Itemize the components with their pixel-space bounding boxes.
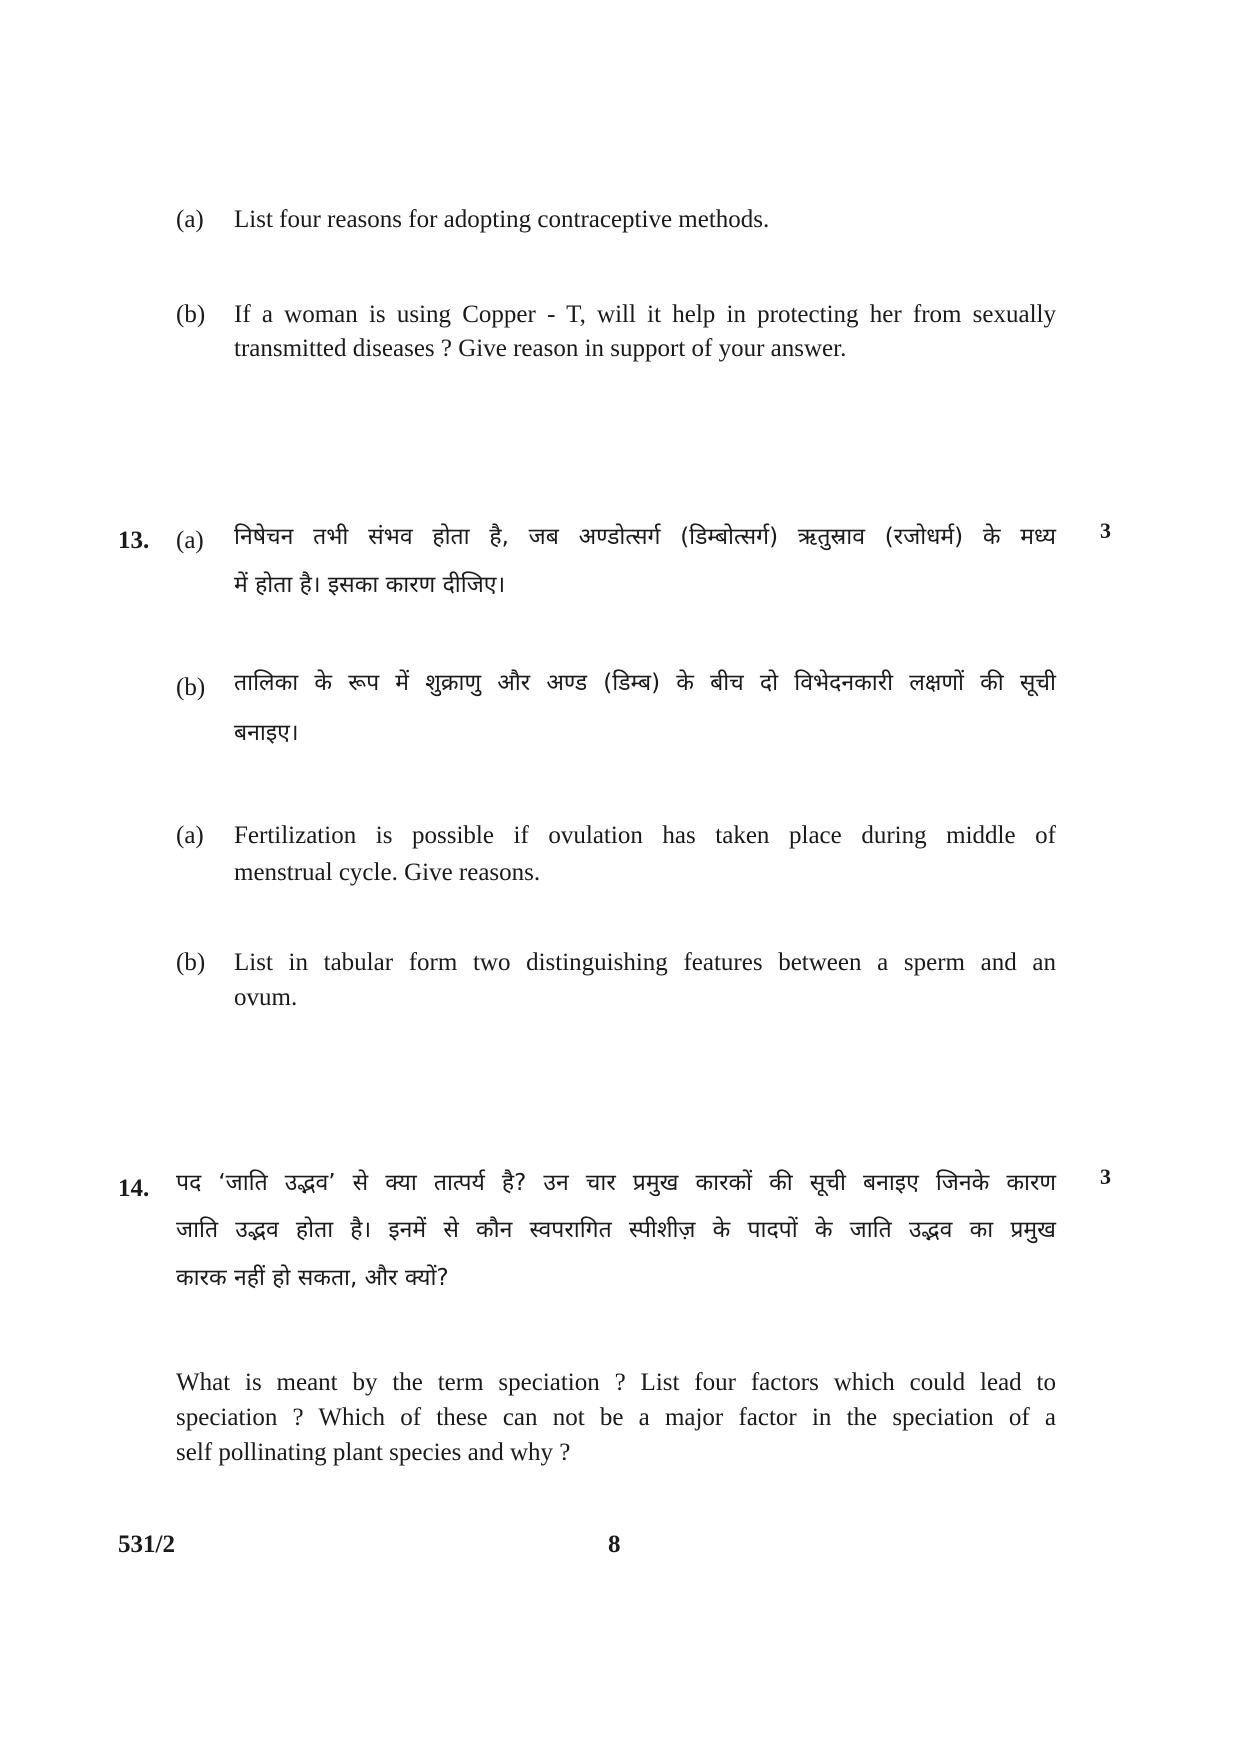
q13-hi-b-line1: तालिका के रूप में शुक्राणु और अण्ड (डिम्ब) के बीच दो विभेदनकारी लक्षणों की सूची [234, 670, 1056, 696]
q14-number: 14. [118, 1175, 150, 1202]
q14-hi-line1: पद ‘जाति उद्भव’ से क्या तात्पर्य है? उन चार प्रमुख कारकों की सूची बनाइए जिनके कारण [176, 1170, 1056, 1196]
q14-en-line2: speciation ? Which of these can not be a major factor in the speciation of a [176, 1404, 1056, 1431]
q12-b-label: (b) [176, 301, 206, 328]
paper-code: 531/2 [118, 1531, 175, 1558]
q14-hi-line3: कारक नहीं हो सकता, और क्यों? [176, 1265, 449, 1291]
q13-en-b-label: (b) [176, 949, 206, 976]
q14-marks: 3 [1100, 1164, 1111, 1189]
page-number: 8 [608, 1531, 621, 1558]
q13-number: 13. [118, 527, 150, 554]
q12-a-label: (a) [176, 206, 204, 233]
q14-en-line3: self pollinating plant species and why ? [176, 1439, 571, 1466]
q13-marks: 3 [1100, 518, 1111, 543]
q13-hi-b-label: (b) [176, 674, 206, 701]
q13-hi-a-line2: में होता है। इसका कारण दीजिए। [234, 572, 506, 598]
q13-en-a-line2: menstrual cycle. Give reasons. [234, 859, 541, 886]
q12-a-text: List four reasons for adopting contraceptive methods. [234, 206, 770, 233]
q13-en-a-label: (a) [176, 822, 204, 849]
q14-hi-line2: जाति उद्भव होता है। इनमें से कौन स्वपरागित स्पीशीज़ के पादपों के जाति उद्भव का प्रमुख [176, 1217, 1056, 1243]
q12-b-line1: If a woman is using Copper - T, will it help in protecting her from sexually [234, 301, 1056, 328]
q13-en-b-line1: List in tabular form two distinguishing features between a sperm and an [234, 949, 1056, 976]
q13-en-b-line2: ovum. [234, 984, 298, 1011]
q14-en-line1: What is meant by the term speciation ? List four factors which could lead to [176, 1369, 1056, 1396]
q13-hi-b-line2: बनाइए। [234, 720, 299, 746]
q12-b-line2: transmitted diseases ? Give reason in support of your answer. [234, 335, 847, 362]
q13-hi-a-line1: निषेचन तभी संभव होता है, जब अण्डोत्सर्ग (डिम्बोत्सर्ग) ऋतुस्राव (रजोधर्म) के मध्य [234, 524, 1056, 550]
q13-hi-a-label: (a) [176, 527, 204, 554]
q13-en-a-line1: Fertilization is possible if ovulation has taken place during middle of [234, 822, 1056, 849]
